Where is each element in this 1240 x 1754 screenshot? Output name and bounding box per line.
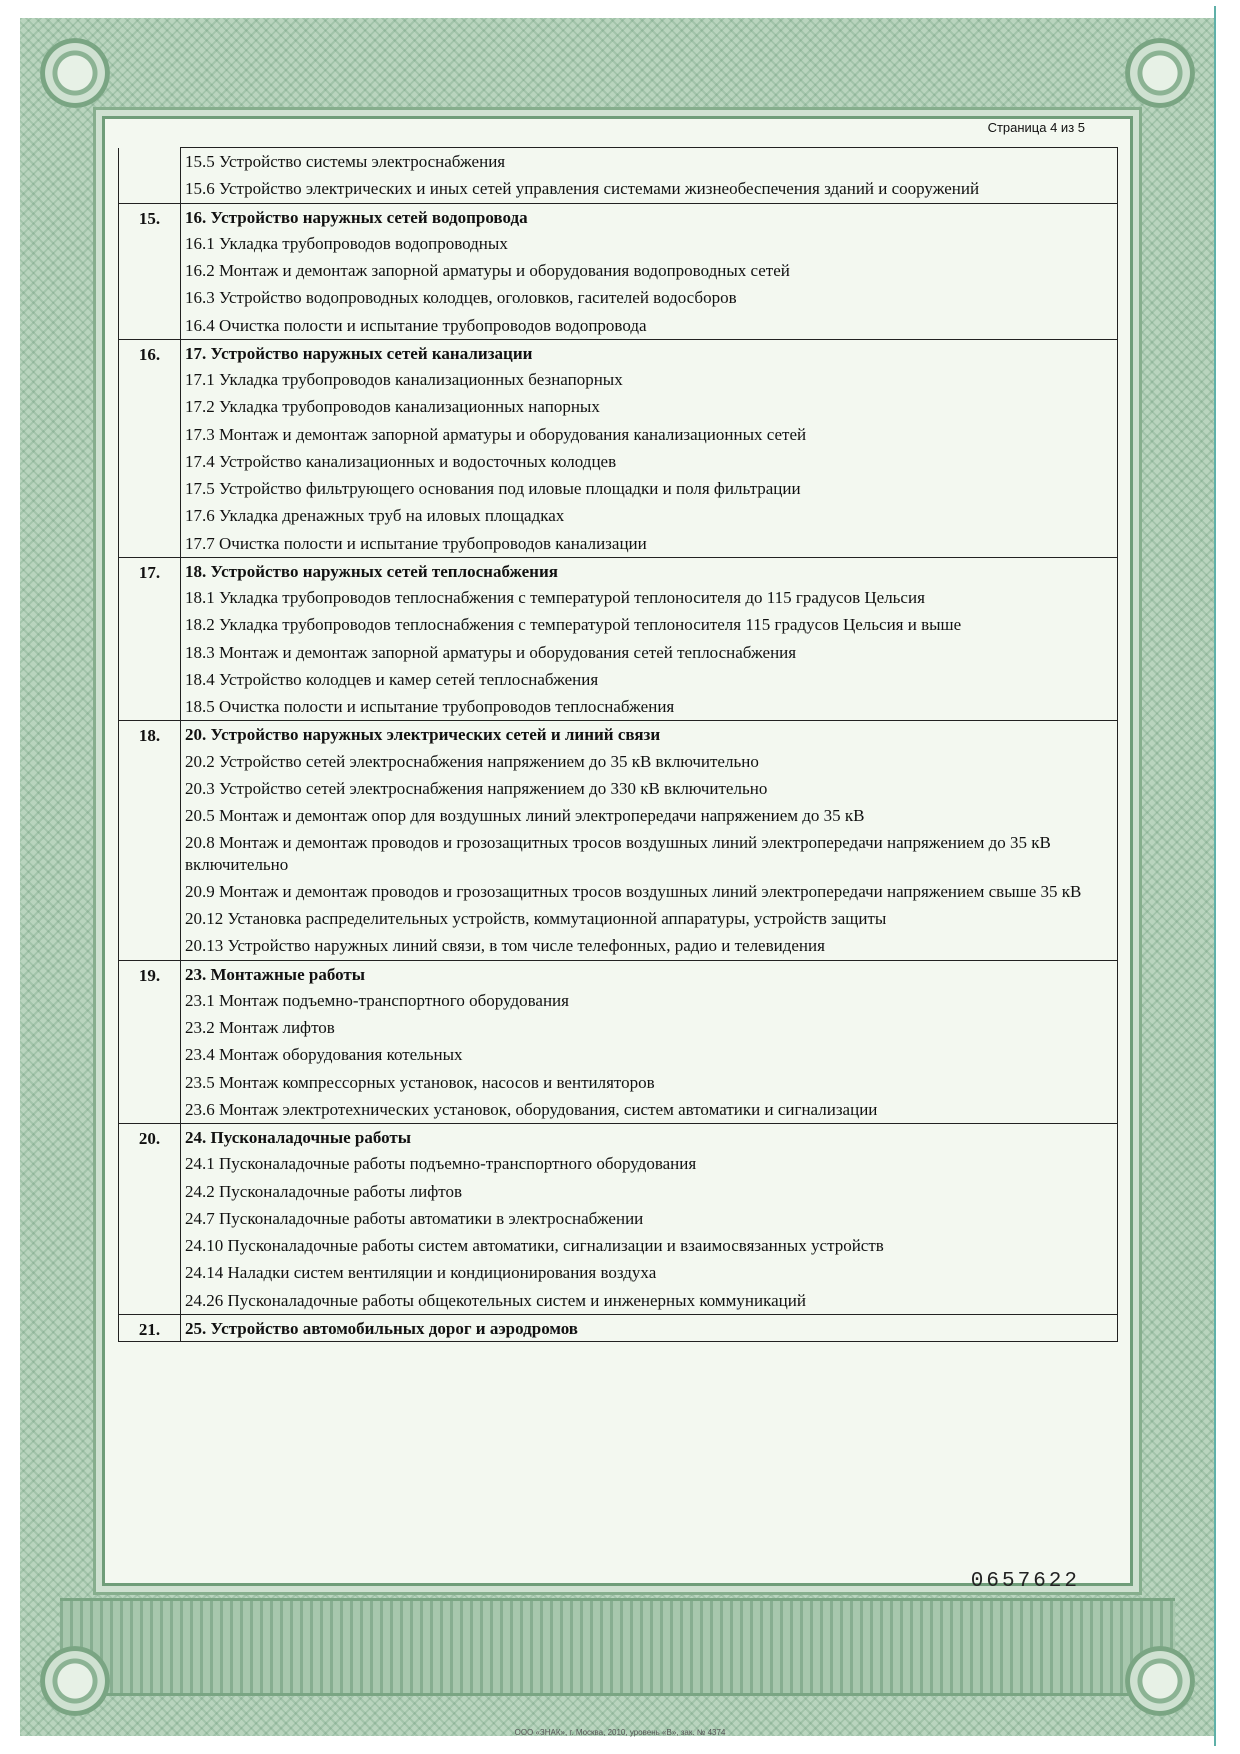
work-item: 24.14 Наладки систем вентиляции и кондиционирования воздуха <box>185 1263 657 1283</box>
work-item: 23.2 Монтаж лифтов <box>185 1018 335 1037</box>
scan-edge-line <box>1214 6 1216 1746</box>
row-content-cell <box>181 203 1118 339</box>
decorative-bottom-band <box>60 1598 1175 1696</box>
work-item: 16.1 Укладка трубопроводов водопроводных <box>185 233 508 253</box>
section-title: 23. Монтажные работы <box>185 964 365 984</box>
row-content-cell <box>181 557 1118 721</box>
table-row <box>119 1124 1118 1315</box>
work-item: 20.5 Монтаж и демонтаж опор для воздушных линий электропередачи напряжением до 35 кВ <box>185 806 865 825</box>
row-content-cell <box>181 721 1118 960</box>
work-item: 20.9 Монтаж и демонтаж проводов и грозозащитных тросов воздушных линий электропередачи напряжением свыше 35 кВ <box>185 881 1082 901</box>
row-content-cell <box>181 1124 1118 1315</box>
table-row <box>119 721 1118 960</box>
table-row <box>119 1314 1118 1341</box>
table-row <box>119 960 1118 1124</box>
works-table-body <box>119 148 1118 1342</box>
row-number: 20. <box>119 1124 181 1315</box>
row-content-cell <box>181 960 1118 1124</box>
work-item: 17.7 Очистка полости и испытание трубопроводов канализации <box>185 533 647 553</box>
page-number: Страница 4 из 5 <box>987 120 1085 135</box>
work-item: 23.1 Монтаж подъемно-транспортного оборудования <box>185 990 569 1010</box>
work-item: 17.4 Устройство канализационных и водосточных колодцев <box>185 451 617 471</box>
work-item: 17.3 Монтаж и демонтаж запорной арматуры и оборудования канализационных сетей <box>185 424 807 444</box>
row-content-cell <box>181 148 1118 204</box>
work-item: 24.26 Пусконаладочные работы общекотельных систем и инженерных коммуникаций <box>185 1290 806 1310</box>
work-item: 23.4 Монтаж оборудования котельных <box>185 1045 463 1065</box>
work-item: 20.8 Монтаж и демонтаж проводов и грозозащитных тросов воздушных линий электропередачи напряжением до 35 кВ включительно <box>185 833 1051 874</box>
work-item: 17.1 Укладка трубопроводов канализационных безнапорных <box>185 370 623 389</box>
section-title: 17. Устройство наружных сетей канализации <box>185 343 533 363</box>
row-number: 16. <box>119 339 181 557</box>
row-number: 18. <box>119 721 181 960</box>
section-title: 20. Устройство наружных электрических сетей и линий связи <box>185 725 661 745</box>
work-item: 17.6 Укладка дренажных труб на иловых площадках <box>185 506 565 526</box>
row-content-cell <box>181 1314 1118 1341</box>
work-item: 18.5 Очистка полости и испытание трубопроводов теплоснабжения <box>185 697 675 716</box>
work-item: 24.10 Пусконаладочные работы систем автоматики, сигнализации и взаимосвязанных устройств <box>185 1236 884 1255</box>
row-number-cell <box>119 148 181 204</box>
work-item: 24.2 Пусконаладочные работы лифтов <box>185 1181 463 1201</box>
work-item: 17.2 Укладка трубопроводов канализационных напорных <box>185 397 600 417</box>
row-number: 21. <box>119 1314 181 1341</box>
table-row <box>119 557 1118 721</box>
table-row-continued <box>119 148 1118 204</box>
row-number: 15. <box>119 203 181 339</box>
work-item: 18.2 Укладка трубопроводов теплоснабжения с температурой теплоносителя 115 градусов Цельсия и выше <box>185 615 962 635</box>
work-item: 24.7 Пусконаладочные работы автоматики в электроснабжении <box>185 1208 644 1228</box>
work-item: 15.6 Устройство электрических и иных сетей управления системами жизнеобеспечения зданий и сооружений <box>185 179 980 199</box>
work-item: 20.3 Устройство сетей электроснабжения напряжением до 330 кВ включительно <box>185 778 768 798</box>
printer-imprint: ООО «ЗНАК», г. Москва, 2010, уровень «В», зак. № 4374 <box>514 1728 726 1737</box>
section-title: 18. Устройство наружных сетей теплоснабжения <box>185 561 558 581</box>
works-table <box>118 147 1118 1342</box>
work-item: 15.5 Устройство системы электроснабжения <box>185 152 506 171</box>
work-item: 20.13 Устройство наружных линий связи, в том числе телефонных, радио и телевидения <box>185 936 825 956</box>
row-number: 17. <box>119 557 181 721</box>
work-item: 17.5 Устройство фильтрующего основания под иловые площадки и поля фильтрации <box>185 479 801 498</box>
work-item: 20.2 Устройство сетей электроснабжения напряжением до 35 кВ включительно <box>185 751 759 771</box>
work-item: 16.2 Монтаж и демонтаж запорной арматуры и оборудования водопроводных сетей <box>185 261 790 280</box>
corner-ornament-bottom-left <box>40 1646 110 1716</box>
serial-number: 0657622 <box>970 1570 1080 1593</box>
corner-ornament-bottom-right <box>1125 1646 1195 1716</box>
work-item: 23.6 Монтаж электротехнических установок, оборудования, систем автоматики и сигнализации <box>185 1099 878 1119</box>
row-number: 19. <box>119 960 181 1124</box>
work-item: 20.12 Установка распределительных устройств, коммутационной аппаратуры, устройств защиты <box>185 909 887 928</box>
work-item: 23.5 Монтаж компрессорных установок, насосов и вентиляторов <box>185 1072 655 1092</box>
work-item: 16.4 Очистка полости и испытание трубопроводов водопровода <box>185 315 647 335</box>
section-title: 24. Пусконаладочные работы <box>185 1128 412 1147</box>
table-row <box>119 339 1118 557</box>
work-item: 18.3 Монтаж и демонтаж запорной арматуры и оборудования сетей теплоснабжения <box>185 642 797 662</box>
work-item: 16.3 Устройство водопроводных колодцев, оголовков, гасителей водосборов <box>185 288 737 308</box>
section-title: 25. Устройство автомобильных дорог и аэродромов <box>185 1318 578 1338</box>
work-item: 24.1 Пусконаладочные работы подъемно-транспортного оборудования <box>185 1154 697 1174</box>
table-row <box>119 203 1118 339</box>
corner-ornament-top-left <box>40 38 110 108</box>
work-item: 18.1 Укладка трубопроводов теплоснабжения с температурой теплоносителя до 115 градусов Цельсия <box>185 588 925 607</box>
work-item: 18.4 Устройство колодцев и камер сетей теплоснабжения <box>185 669 599 689</box>
section-title: 16. Устройство наружных сетей водопровода <box>185 207 528 227</box>
row-content-cell <box>181 339 1118 557</box>
corner-ornament-top-right <box>1125 38 1195 108</box>
